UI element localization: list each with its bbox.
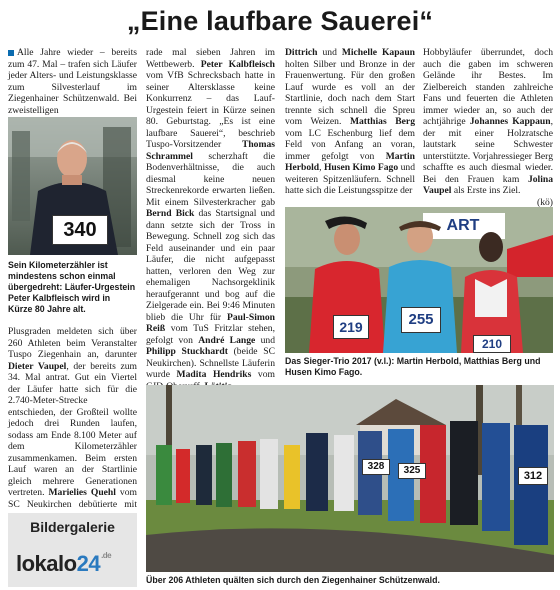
bib-number-c: 312 [518,467,548,485]
text-run: und [317,47,342,58]
name-run: Thomas Schrammel [146,139,275,162]
banner-text: ART [446,217,480,234]
text-run: vom VfB Schrecksbach hatte in seiner Altersklasse keine Konkurrenz – das Lauf-Urgestein feiert in Kürze seinen 80. Geburtstag. „Es ist eine laufbare Sauerei“, beschrieb Tuspo-Vorsitzender [146,70,275,150]
gallery-title: Bildergalerie [30,519,115,535]
bib-number-left: 219 [333,315,369,339]
bib-number-right: 210 [473,335,511,353]
photo-winners [285,207,553,353]
text-run: vom TuS Fritzlar stehen, gefolgt von [146,323,275,346]
name-run: Dittrich [285,47,318,58]
article-col3 [285,47,415,197]
bib-number-a: 328 [362,459,390,475]
text-run: scherzhaft die Bodenverhältnisse, die auch diesmal keine neuen Streckenrekorde erwarten ließen. Mit einem Silvesterkracher gab [146,150,275,208]
name-run: Johannes Kappaun [469,116,551,127]
text-run: , [319,162,324,173]
logo-main: lokalo [16,551,77,576]
article-col1-intro [8,47,137,116]
article-col1-bottom [8,326,137,522]
name-run: Husen Kimo Fago [323,162,399,173]
caption-photo3: Über 206 Athleten quälten sich durch den Ziegenhainer Schützenwald. [146,575,440,585]
text-run: vom [257,369,275,380]
text-run: das Startsignal und dann setzte sich der Tross in Bewegung. Schnell zog sich das Feld auseinander und ein paar Läufer, die nicht aufgepasst hatten, verloren den Weg zur ehemaligen Nachsorgeklinik heraufgerannt und bog auf die Zielgerade ein. Bei 9:46 Minuten blieb die Uhr für [146,208,275,323]
text-run: Hobbyläufer überrundet, doch auch die gaben im schweren Gelände ihr Bestes. Im Zielbereich standen zahlreiche Fans und feuerten die Athleten immer wieder an, so auch der achtjährige [423,47,553,127]
name-run: Madita Hendriks [176,369,252,380]
caption-photo2: Das Sieger-Trio 2017 (v.l.): Martin Herbold, Matthias Berg und Husen Kimo Fago. [285,356,541,377]
text-run: , der bereits zum 34. Mal antrat. Gut ein Viertel der Läufer hatte sich für die 2.740-Meter-Strecke entschieden, der Großteil wollte jedoch drei Runden laufen, sodass am Ende 8.100 Meter auf dem Kilometerzähler zusammenkamen. Beim ersten Lauf waren an der Startlinie gleich mehrere Generationen vertreten. [8,360,137,498]
text-run: holten Silber und Bronze in der Frauenwertung. Für den großen Lauf wurde es voll an der Startlinie, doch nach dem Start trennte sich schnell die Spreu vom Weizen. [285,58,415,127]
name-run: Philipp Stuckhardt [146,346,228,357]
text-run: als Erste ins Ziel. [451,185,521,196]
name-run: Peter Kalbfleisch [200,58,275,70]
name-run: Bernd Bick [146,208,195,219]
text-run: rade mal sieben Jahren im Wettbewerb. [146,47,275,70]
lokalo24-logo [16,551,111,577]
text-run: Plusgraden meldeten sich über 260 Athleten beim Veranstalter Tuspo Ziegenhain an, darunter [8,326,137,360]
article-col2 [146,47,275,392]
bib-number-b: 325 [398,463,426,479]
name-run: Marielies Quehl [48,487,116,498]
logo-tld: .de [101,551,112,560]
text-run: vom SC Neukirchen debütierte mit [8,487,137,510]
caption-photo1: Sein Kilometerzähler ist mindestens schon einmal übergedreht: Läufer-Urgestein Peter Kalbfleisch wird in Kürze 80 Jahre alt. [8,260,136,314]
intro-text: Alle Jahre wieder – bereits zum 47. Mal – trafen sich Läufer jeder Alters- und Leistungsklasse zum Silvesterlauf im Ziegenhainer Schützenwald. Bei zweistelligen [8,47,137,116]
photo-kalbfleisch [8,117,137,255]
bib-number-middle: 255 [401,307,441,333]
bib-number: 340 [52,215,108,245]
name-run: Jolina Vaupel [423,173,553,196]
logo-num: 24 [76,551,101,576]
name-run: André Lange [198,334,256,346]
text-run: und weiteren Spitzenläufern. Schnell hatte sich die Leistungsspitze der [285,162,415,196]
text-run: und [255,334,275,346]
gallery-promo[interactable] [8,513,137,587]
name-run: Dieter Vaupel [8,360,67,372]
bullet-square-icon [8,50,14,56]
name-run: Martin Herbold [285,150,415,173]
text-run: (beide SC Neukirchen). Schnellste Läuferin wurde [146,346,275,380]
author-sign: (kö) [537,196,553,208]
headline: „Eine laufbare Sauerei“ [126,6,434,36]
name-run: Matthias Berg [349,116,415,127]
photo-start-field [146,385,554,572]
name-run: Michelle Kapaun [341,47,416,58]
text-run: vom LC Eschenburg lief dem Feld von Anfang an voran, immer gefolgt von [285,127,415,162]
name-run: Paul-Simon Reiß [146,311,275,334]
text-run: , der mit einer Holzratsche lautstark seine Schwester unterstützte. Vorjahressieger Berg schaffte es auch diesmal wieder. Bei den Frauen kam [423,116,554,185]
article-col4 [423,47,553,208]
